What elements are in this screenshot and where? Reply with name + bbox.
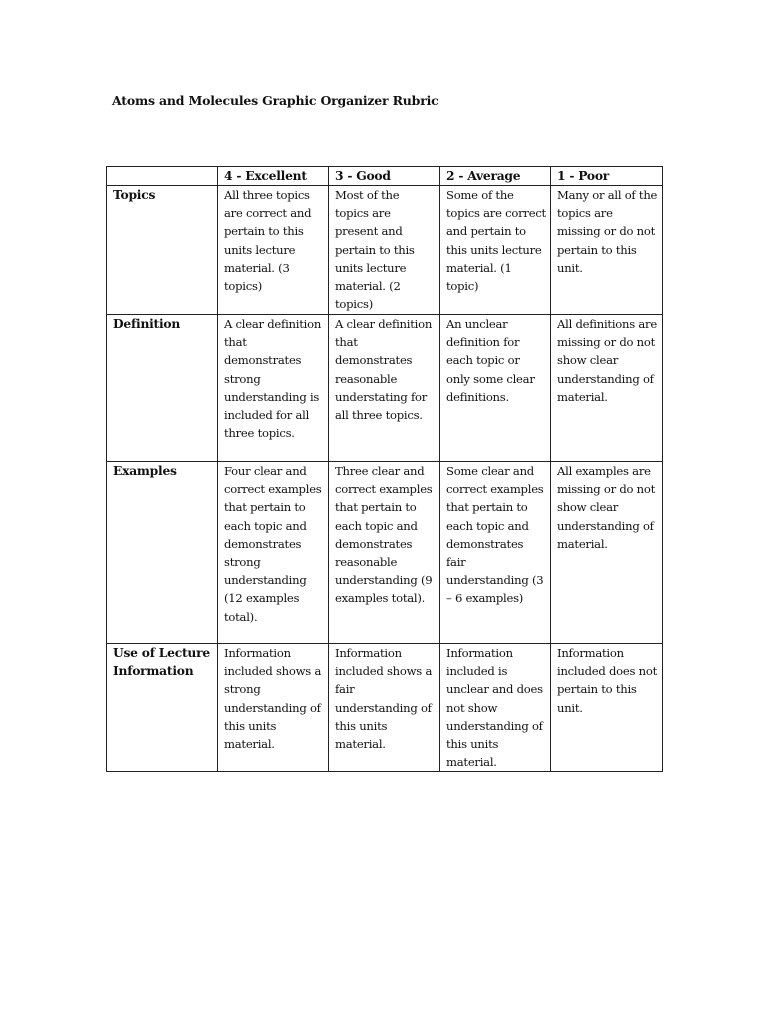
- cell-topics-excellent: All three topics are correct and pertain to this units lecture material. (3 topics): [218, 186, 329, 315]
- criterion-examples: Examples: [107, 462, 218, 644]
- rubric-table: [106, 166, 663, 772]
- cell-definition-average: An unclear definition for each topic or only some clear definitions.: [440, 315, 551, 462]
- header-cell-poor: 1 - Poor: [551, 167, 663, 186]
- cell-definition-good: A clear definition that demonstrates reasonable understating for all three topics.: [329, 315, 440, 462]
- document-title: Atoms and Molecules Graphic Organizer Rubric: [112, 93, 439, 108]
- cell-lecture-poor: Information included does not pertain to this unit.: [551, 644, 663, 772]
- criterion-use-of-lecture-information: Use of Lecture Information: [107, 644, 218, 772]
- header-cell-average: 2 - Average: [440, 167, 551, 186]
- table-row: [107, 186, 663, 315]
- cell-topics-poor: Many or all of the topics are missing or do not pertain to this unit.: [551, 186, 663, 315]
- cell-topics-good: Most of the topics are present and pertain to this units lecture material. (2 topics): [329, 186, 440, 315]
- cell-definition-excellent: A clear definition that demonstrates strong understanding is included for all three topics.: [218, 315, 329, 462]
- cell-lecture-excellent: Information included shows a strong understanding of this units material.: [218, 644, 329, 772]
- header-cell-excellent: 4 - Excellent: [218, 167, 329, 186]
- cell-examples-excellent: Four clear and correct examples that pertain to each topic and demonstrates strong understanding (12 examples total).: [218, 462, 329, 644]
- cell-definition-poor: All definitions are missing or do not show clear understanding of material.: [551, 315, 663, 462]
- criterion-definition: Definition: [107, 315, 218, 462]
- header-row: [107, 167, 663, 186]
- cell-lecture-good: Information included shows a fair understanding of this units material.: [329, 644, 440, 772]
- cell-examples-poor: All examples are missing or do not show clear understanding of material.: [551, 462, 663, 644]
- table-row: [107, 644, 663, 772]
- cell-lecture-average: Information included is unclear and does not show understanding of this units material.: [440, 644, 551, 772]
- table-row: [107, 462, 663, 644]
- header-cell-criteria: [107, 167, 218, 186]
- criterion-topics: Topics: [107, 186, 218, 315]
- header-cell-good: 3 - Good: [329, 167, 440, 186]
- cell-examples-average: Some clear and correct examples that pertain to each topic and demonstrates fair understanding (3 – 6 examples): [440, 462, 551, 644]
- cell-examples-good: Three clear and correct examples that pertain to each topic and demonstrates reasonable understanding (9 examples total).: [329, 462, 440, 644]
- cell-topics-average: Some of the topics are correct and pertain to this units lecture material. (1 topic): [440, 186, 551, 315]
- table-row: [107, 315, 663, 462]
